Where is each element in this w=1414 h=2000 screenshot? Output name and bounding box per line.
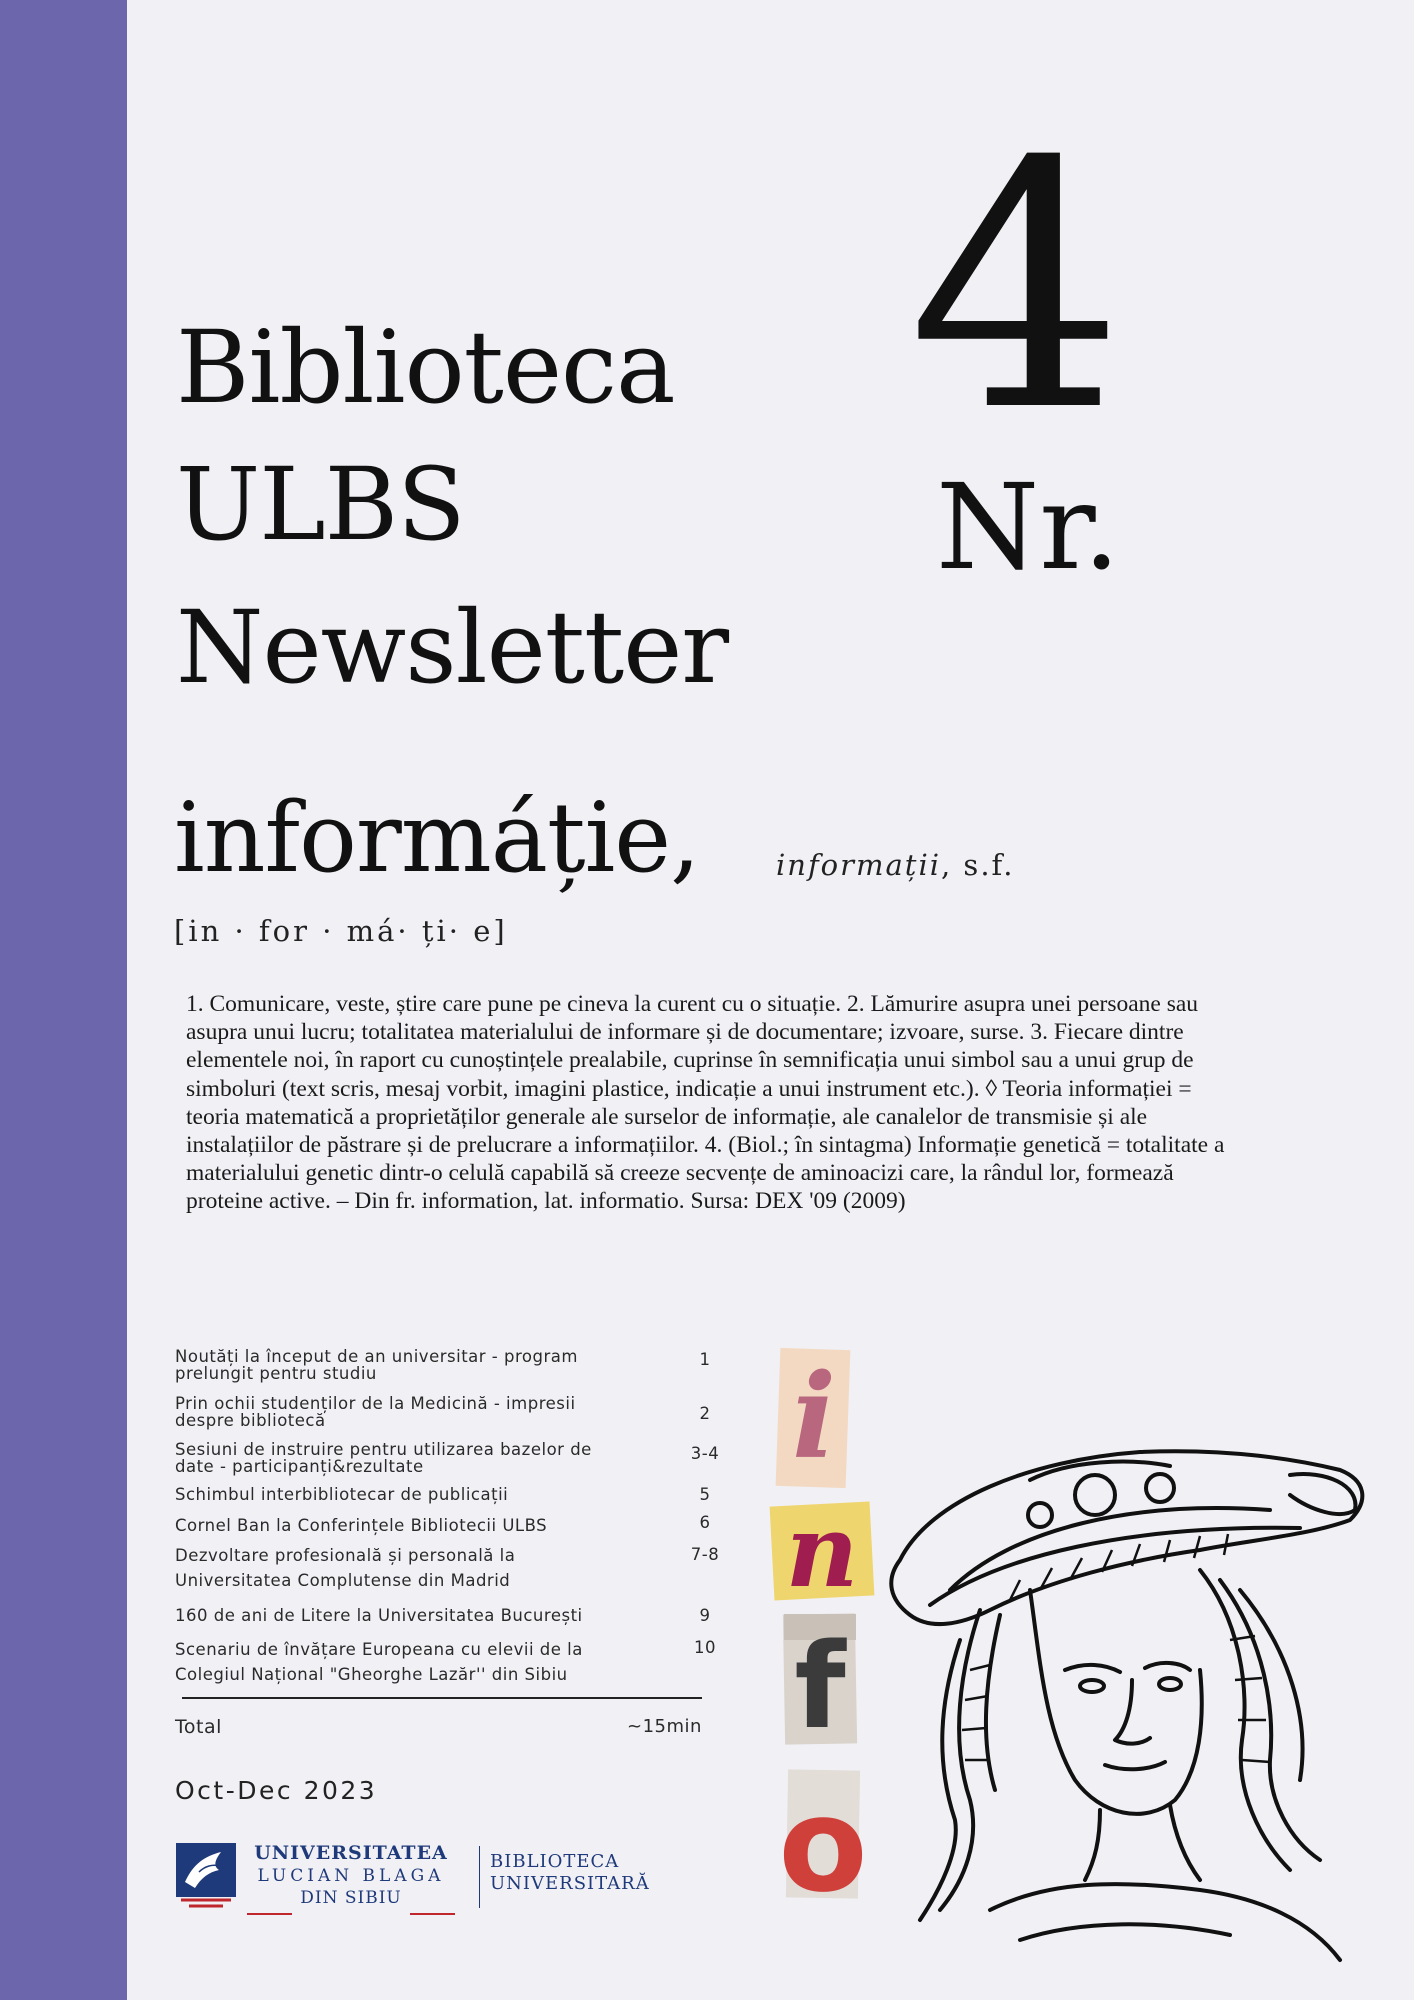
logo-red-rule: [247, 1912, 455, 1916]
headword-plural: informații: [776, 848, 941, 882]
eagle-crest-icon: [175, 1842, 237, 1910]
toc-item-title: Dezvoltare profesională și personală la Universitatea Complutense din Madrid: [175, 1546, 516, 1590]
title-line-3: Newsletter: [176, 589, 729, 706]
info-letter-n: n: [785, 1492, 859, 1610]
toc-item-title: Schimbul interbibliotecar de publicații: [175, 1485, 509, 1504]
logo-divider: [479, 1846, 480, 1908]
info-letter-i: i: [791, 1349, 837, 1485]
issue-date: Oct-Dec 2023: [175, 1776, 378, 1805]
university-name-line-3: DIN SIBIU: [300, 1888, 402, 1908]
toc-item-title: Cornel Ban la Conferințele Bibliotecii ULBS: [175, 1516, 548, 1535]
library-name-line-1: BIBLIOTECA: [490, 1851, 620, 1872]
toc-item-page: 2: [699, 1404, 711, 1423]
toc-total-label: Total: [175, 1716, 222, 1738]
headword-grammar: [776, 848, 1014, 882]
headword-pos: , s.f.: [941, 848, 1015, 882]
toc-item-title: Noutăți la început de an universitar - program prelungit pentru studiu: [175, 1347, 578, 1383]
toc-item-page: 6: [699, 1513, 711, 1532]
toc-item-title: Prin ochii studenților de la Medicină - impresii despre bibliotecă: [175, 1394, 576, 1430]
toc-item-page: 7-8: [690, 1545, 720, 1564]
sidebar-band: [0, 0, 127, 2000]
issue-number: 4: [908, 90, 1125, 486]
dictionary-headword: informáție,: [174, 782, 700, 894]
info-letter-f: f: [794, 1617, 846, 1755]
university-logo[interactable]: [175, 1842, 465, 1922]
toc-item-page: 10: [694, 1638, 716, 1657]
engraved-portrait-illustration: [870, 1440, 1390, 1970]
title-line-2: ULBS: [176, 446, 465, 563]
university-name-line-2: LUCIAN BLAGA: [257, 1866, 445, 1886]
library-logo[interactable]: [490, 1851, 650, 1895]
toc-item-page: 3-4: [690, 1444, 720, 1463]
toc-item-title: Scenariu de învățare Europeana cu elevii de la Colegiul Național "Gheorghe Lazăr'' din Sibiu: [175, 1640, 583, 1684]
toc-item-page: 5: [699, 1485, 711, 1504]
toc-total-value: ~15min: [627, 1716, 702, 1737]
university-name: [247, 1842, 455, 1908]
info-letter-n-card: [768, 1492, 878, 1610]
university-name-line-1: UNIVERSITATEA: [254, 1842, 448, 1864]
info-letter-f-card: [780, 1612, 860, 1755]
info-letter-o: o: [778, 1769, 868, 1921]
toc-item-title: Sesiuni de instruire pentru utilizarea bazelor de date - participanți&rezultate: [175, 1440, 592, 1476]
issue-prefix: Nr.: [936, 458, 1121, 596]
toc-item-page: 9: [699, 1606, 711, 1625]
info-letter-i-card: [768, 1345, 858, 1495]
title-line-1: Biblioteca: [176, 309, 675, 426]
library-name-line-2: UNIVERSITARĂ: [490, 1873, 650, 1894]
definition-text: 1. Comunicare, veste, știre care pune pe cineva la curent cu o situație. 2. Lămurire asupra unei persoane sau asupra unui lucru; totalitatea materialului de informare și de documentare; izvoare, surse. 3. Fiecare dintre elementele noi, în raport cu cunoștințele prealabile, cuprinse în semnificația unui simbol sau a unui grup de simboluri (text scris, mesaj vorbit, imagini plastice, indicație a unui instrument etc.). ◊ Teoria informației = teoria matematică a proprietăților generale ale surselor de informație, ale canalelor de transmisie și ale instalațiilor de păstrare și de prelucrare a informațiilor. 4. (Biol.; în sintagma) Informație genetică = totalitate a materialului genetic dintr-o celulă capabilă să creeze secvențe de aminoacizi care, la rândul lor, formează proteine active. – Din fr. information, lat. informatio. Sursa: DEX '09 (2009): [186, 991, 1225, 1215]
pronunciation: [in · for · má· ți· e]: [174, 914, 508, 948]
toc-divider: [182, 1697, 702, 1699]
toc-item-page: 1: [699, 1350, 711, 1369]
toc-item-title: 160 de ani de Litere la Universitatea București: [175, 1606, 583, 1625]
info-letter-o-card: [778, 1768, 868, 1921]
